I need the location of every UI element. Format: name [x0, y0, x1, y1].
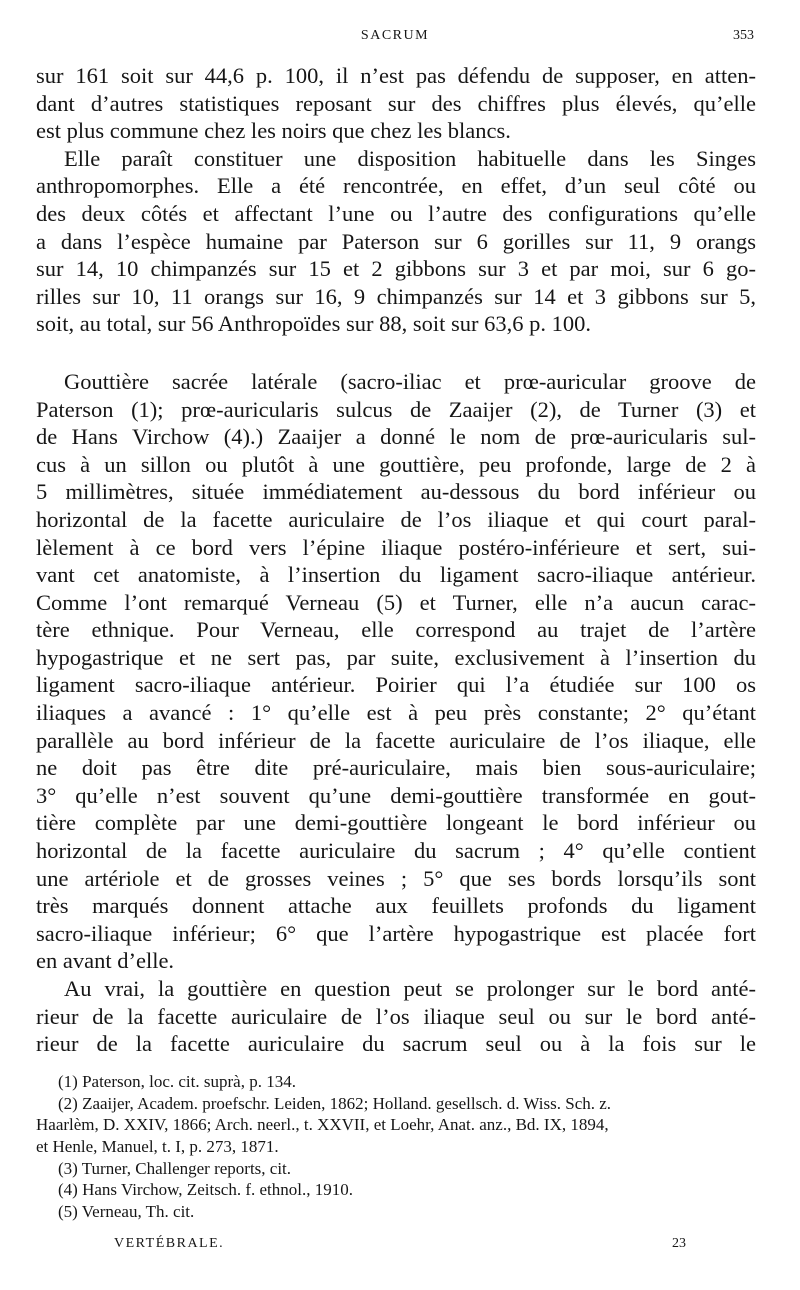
text-line: lèlement à ce bord vers l’épine iliaque postéro-inférieure et sert, sui- [36, 534, 756, 560]
text-line: 5 millimètres, située immédiatement au-dessous du bord inférieur ou [36, 479, 756, 505]
footnote-continuation: et Henle, Manuel, t. I, p. 273, 1871. [36, 1137, 279, 1157]
text-line: 3° qu’elle n’est souvent qu’une demi-gouttière transformée en gout- [36, 782, 756, 808]
text-line: ne doit pas être dite pré-auriculaire, mais bien sous-auriculaire; [36, 755, 756, 781]
footnote: (5) Verneau, Th. cit. [58, 1202, 195, 1222]
footnote-continuation: Haarlèm, D. XXIV, 1866; Arch. neerl., t. XXVII, et Loehr, Anat. anz., Bd. IX, 1894, [36, 1115, 609, 1135]
text-line: parallèle au bord inférieur de la facette auriculaire de l’os iliaque, elle [36, 727, 756, 753]
text-line: une artériole et de grosses veines ; 5° que ses bords lorsqu’ils sont [36, 865, 756, 891]
text-line: soit, au total, sur 56 Anthropoïdes sur 88, soit sur 63,6 p. 100. [36, 311, 591, 337]
text-line: anthropomorphes. Elle a été rencontrée, en effet, d’un seul côté ou [36, 173, 756, 199]
page-footer [114, 1236, 686, 1256]
text-line: de Hans Virchow (4).) Zaaijer a donné le nom de prœ-auricularis sul- [36, 424, 756, 450]
text-line: des deux côtés et affectant l’une ou l’autre des configurations qu’elle [36, 200, 756, 226]
text-line: tière complète par une demi-gouttière longeant le bord inférieur ou [36, 810, 756, 836]
signature-number: 23 [672, 1236, 686, 1251]
text-line: a dans l’espèce humaine par Paterson sur 6 gorilles sur 11, 9 orangs [36, 228, 756, 254]
text-line: tère ethnique. Pour Verneau, elle correspond au trajet de l’artère [36, 617, 756, 643]
running-title: SACRUM [360, 28, 430, 43]
paragraph-gap [36, 338, 756, 368]
text-line: cus à un sillon ou plutôt à une gouttière, peu profonde, large de 2 à [36, 451, 756, 477]
text-line: iliaques a avancé : 1° qu’elle est à peu près constante; 2° qu’étant [36, 700, 756, 726]
text-line: horizontal de la facette auriculaire du sacrum ; 4° qu’elle contient [36, 838, 756, 864]
body-text [36, 62, 756, 1058]
text-line: horizontal de la facette auriculaire de l’os iliaque et qui court paral- [36, 506, 756, 532]
text-line: Comme l’ont remarqué Verneau (5) et Turner, elle n’a aucun carac- [36, 589, 756, 615]
footnote: (3) Turner, Challenger reports, cit. [58, 1158, 292, 1178]
text-line: est plus commune chez les noirs que chez les blancs. [36, 118, 511, 144]
text-line: Paterson (1); prœ-auricularis sulcus de Zaaijer (2), de Turner (3) et [36, 396, 756, 422]
page-header [36, 28, 754, 50]
text-line: rieur de la facette auriculaire du sacrum seul ou à la fois sur le [36, 1031, 756, 1057]
footnote: (1) Paterson, loc. cit. suprà, p. 134. [58, 1072, 296, 1091]
text-line: hypogastrique et ne sert pas, par suite, exclusivement à l’insertion du [36, 644, 756, 670]
footnotes [36, 1071, 756, 1223]
section-heading-line: Gouttière sacrée latérale (sacro-iliac et prœ-auricular groove de [64, 368, 756, 394]
text-line: rilles sur 10, 11 orangs sur 16, 9 chimpanzés sur 14 et 3 gibbons sur 5, [36, 283, 756, 309]
page-number: 353 [733, 28, 754, 43]
text-line: Au vrai, la gouttière en question peut se prolonger sur le bord anté- [64, 976, 756, 1001]
text-line: sacro-iliaque inférieur; 6° que l’artère hypogastrique est placée fort [36, 920, 756, 946]
signature-label: VERTÉBRALE. [114, 1236, 225, 1251]
text-line: ligament sacro-iliaque antérieur. Poirier qui l’a étudiée sur 100 os [36, 672, 756, 698]
text-line: Elle paraît constituer une disposition habituelle dans les Singes [64, 145, 756, 171]
text-line: dant d’autres statistiques reposant sur des chiffres plus élevés, qu’elle [36, 90, 756, 116]
text-line: très marqués donnent attache aux feuillets profonds du ligament [36, 893, 756, 919]
text-line: en avant d’elle. [36, 948, 175, 974]
text-line: sur 14, 10 chimpanzés sur 15 et 2 gibbons sur 3 et par moi, sur 6 go- [36, 256, 756, 282]
text-line: rieur de la facette auriculaire de l’os iliaque seul ou sur le bord anté- [36, 1003, 756, 1029]
footnote: (2) Zaaijer, Academ. proefschr. Leiden, 1862; Holland. gesellsch. d. Wiss. Sch. z. [58, 1093, 612, 1113]
text-line: vant cet anatomiste, à l’insertion du ligament sacro-iliaque antérieur. [36, 562, 756, 588]
text-line: sur 161 soit sur 44,6 p. 100, il n’est pas défendu de supposer, en atten- [36, 63, 756, 88]
footnote: (4) Hans Virchow, Zeitsch. f. ethnol., 1910. [58, 1180, 354, 1200]
